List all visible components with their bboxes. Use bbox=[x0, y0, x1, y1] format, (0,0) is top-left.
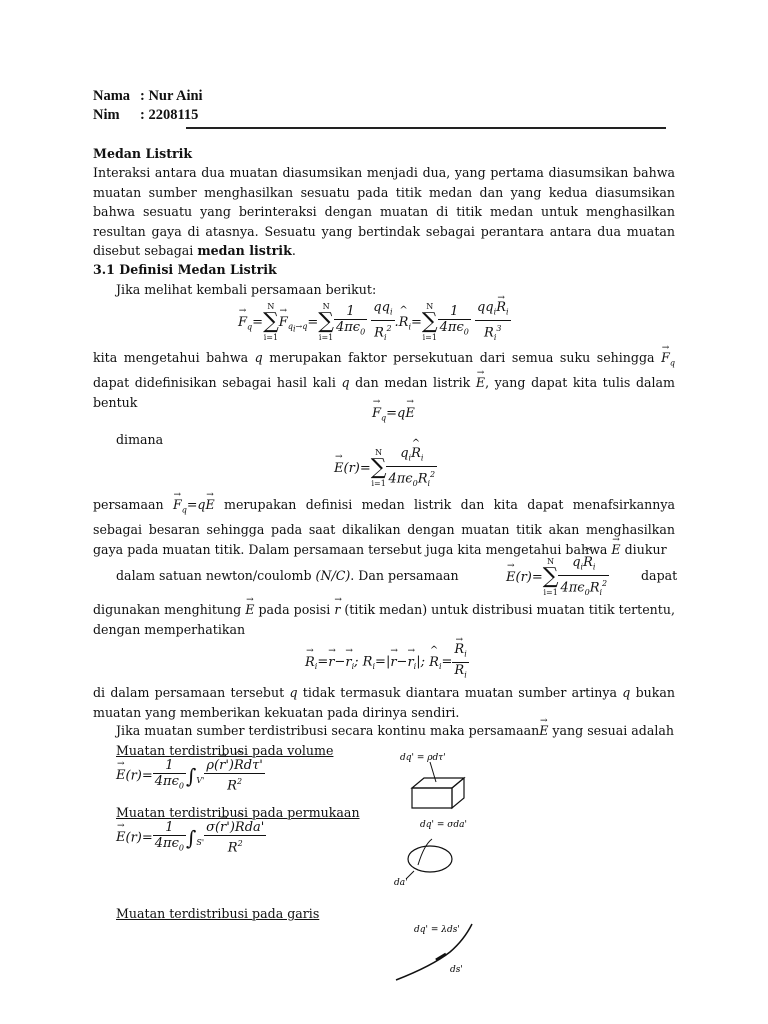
subsection-title: 3.1 Definisi Medan Listrik bbox=[93, 262, 277, 277]
know-text-2: merupakan faktor persekutuan dari semua suku sehingga bbox=[269, 350, 655, 365]
name-line bbox=[93, 88, 203, 105]
name-value: : Nur Aini bbox=[140, 88, 203, 104]
cube-front bbox=[412, 788, 452, 808]
equation-volume: → E(r)= $\frac{1}{4\pi\epsilon_0}$ $\int_{V'}$ $\frac{\text{ρ(→ r')\textasciicircum{} Rdτ'}}{R^2}$ bbox=[116, 758, 265, 794]
intro-bold-term: medan listrik bbox=[197, 243, 292, 258]
cube-side bbox=[452, 778, 464, 808]
def-text-1: persamaan bbox=[93, 497, 164, 512]
fig-line-bottom-label: ds' bbox=[450, 965, 463, 975]
surface-label: Muatan terdistribusi pada permukaan bbox=[116, 805, 360, 820]
continuous-line: Jika muatan sumber terdistribusi secara kontinu maka persamaan→ E yang sesuai adalah bbox=[116, 721, 674, 740]
def-text-2: merupakan definisi medan listrik dan kita dapat menafsirkannya sebagai besaran sehingga pada saat dikalikan dengan muatan titik akan menghasilkan gaya pada muatan titik. Dalam persamaan tersebut juga kita mengetahui bahwa bbox=[93, 497, 675, 557]
know-paragraph: kita mengetahui bahwa q merupakan faktor persekutuan dari semua suku sehingga → $F_q$ dapat didefinisikan sebagai hasil kali q dan medan listrik → E, yang dapat kita tulis dalam bentuk bbox=[93, 348, 675, 412]
know-text-3: dapat didefinisikan sebagai hasil kali bbox=[93, 375, 336, 391]
nim-key: Nim bbox=[93, 107, 120, 123]
unit-line bbox=[116, 566, 459, 585]
note-paragraph: di dalam persamaan tersebut q tidak termasuk diantara muatan sumber artinya q bukan muatan yang memberikan kekuatan pada dirinya sendiri. bbox=[93, 685, 675, 720]
note-text-1: di dalam persamaan tersebut bbox=[93, 685, 285, 700]
intro-end: . bbox=[291, 243, 296, 258]
intro-paragraph bbox=[93, 163, 675, 261]
fig-volume-label: dq' = ρdτ' bbox=[400, 753, 446, 763]
cube-top bbox=[412, 778, 464, 788]
note-text-3: bukan muatan yang memberikan kekuatan pada dirinya sendiri. bbox=[93, 685, 675, 720]
name-key: Nama bbox=[93, 88, 131, 104]
equation-surface: → E(r)= $\frac{1}{4\pi\epsilon_0}$ $\int_{S'}$ $\frac{\text{σ(→ r')\textasciicircum{} Rda'}}{R^2}$ bbox=[116, 820, 266, 856]
cont-text-1: Jika muatan sumber terdistribusi secara kontinu maka persamaan bbox=[116, 723, 540, 738]
line-label: Muatan terdistribusi pada garis bbox=[116, 906, 320, 921]
equation-force-field: → $F_q=q\to E$ bbox=[372, 406, 415, 423]
calc-paragraph: digunakan menghitung → E pada posisi → r (titik medan) untuk distribusi muatan titik tertentu, dengan memperhatikan bbox=[93, 600, 675, 639]
unit-text-3: . Dan persamaan bbox=[350, 568, 459, 583]
equation-force-sum: → $F_q=$ N ∑ i=1 → $F_{q_i\to q}=$ N ∑ i=1 $\frac{1}{4\pi\epsilon_0}$ $\frac{qq_i}{R_i^2}$ .^ $R_i=$ N ∑ i=1 $\frac{1}{4\pi\epsilon_0}$ $\frac{qq_i\to R_i}{R_i^3}$ bbox=[238, 300, 511, 345]
calc-text-3: (titik medan) untuk distribusi muatan titik tertentu, dengan memperhatikan bbox=[93, 602, 675, 637]
nim-line bbox=[93, 107, 198, 124]
cont-text-2: yang sesuai adalah bbox=[552, 723, 674, 738]
know-text-4: dan medan listrik bbox=[355, 375, 471, 391]
know-text-5: , yang dapat kita tulis dalam bentuk bbox=[93, 375, 675, 410]
fig-surface-top-label: dq' = σda' bbox=[420, 820, 468, 830]
unit-text-2: (N/C) bbox=[315, 568, 351, 583]
unit-text-4: dapat bbox=[641, 568, 678, 583]
fig-line-top-label: dq' = λds' bbox=[414, 925, 460, 935]
header-rule bbox=[186, 127, 666, 129]
surface-element-figure bbox=[390, 815, 480, 889]
equation-separation: → $R_i=\to r-\to r_i$; $R_i=|\to r-\to r_i|$; ^ $R_i=$ → $\frac{R_i}{R_i}$ bbox=[305, 642, 469, 682]
note-text-2: tidak termasuk diantara muatan sumber artinya bbox=[302, 685, 617, 700]
recall-line: Jika melihat kembali persamaan berikut: bbox=[116, 282, 377, 297]
know-text-1: kita mengetahui bahwa bbox=[93, 350, 249, 365]
calc-text-2: pada posisi bbox=[258, 602, 331, 617]
definition-paragraph: persamaan → $F_q=q\to E$ merupakan definisi medan listrik dan kita dapat menafsirkannya sebagai besaran sehingga pada saat dikalikan dengan muatan titik akan menghasilkan gaya pada muatan titik. Dalam persamaan tersebut juga kita mengetahui bahwa → E diukur bbox=[93, 495, 675, 559]
calc-text-1: digunakan menghitung bbox=[93, 602, 242, 617]
fig-surface-bottom-label: da' bbox=[394, 878, 408, 888]
volume-label: Muatan terdistribusi pada volume bbox=[116, 743, 334, 758]
line-element-figure bbox=[392, 920, 492, 984]
volume-element-figure bbox=[390, 748, 490, 812]
equation-field-inline: → E(r)= N ∑ i=1 $\frac{q_i\^{} R_i}{4\pi\epsilon_0R_i^2}$ bbox=[506, 555, 609, 600]
fig-volume-pointer bbox=[430, 762, 436, 782]
surface-normal bbox=[418, 839, 432, 865]
surface-patch bbox=[408, 846, 452, 872]
equation-field-sum: → E(r)= N ∑ i=1 $\frac{q_i\^{} R_i}{4\pi\epsilon_0R_i^2}$ bbox=[334, 446, 437, 491]
def-text-3: diukur bbox=[624, 541, 667, 557]
unit-text-1: dalam satuan newton/coulomb bbox=[116, 568, 312, 583]
section-title: Medan Listrik bbox=[93, 146, 193, 161]
intro-text: Interaksi antara dua muatan diasumsikan menjadi dua, yang pertama diasumsikan bahwa muatan sumber menghasilkan sesuatu pada titik medan dan yang kedua diasumsikan bahwa sesuatu yang berinteraksi dengan muatan di titik medan untuk menghasilkan resultan gaya di atasnya. Sesuatu yang bertindak sebagai perantara antara dua muatan disebut sebagai bbox=[93, 165, 675, 258]
nim-value: : 2208115 bbox=[140, 107, 199, 123]
dimana-label: dimana bbox=[116, 432, 164, 447]
